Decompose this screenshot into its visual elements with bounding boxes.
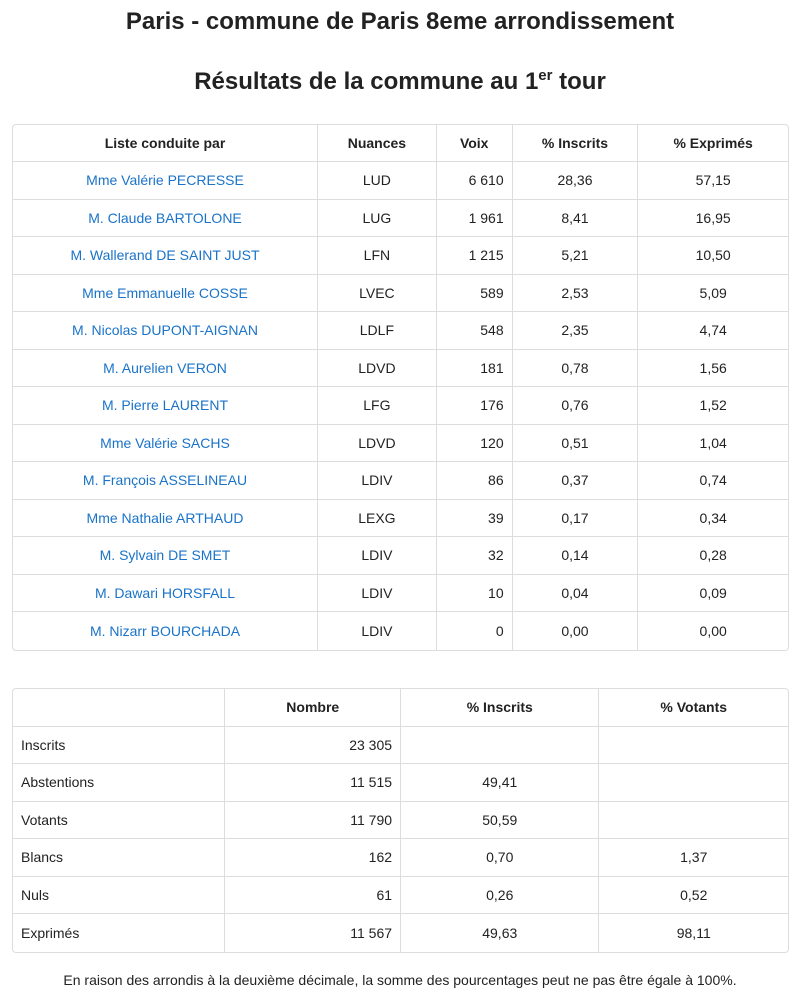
summary-pct-inscrits: [401, 727, 599, 765]
summary-row: [13, 802, 788, 840]
pct-inscrits-cell: 0,04: [513, 575, 639, 613]
results-row: [13, 575, 788, 613]
summary-pct-inscrits: 50,59: [401, 802, 599, 840]
voix-cell: 176: [437, 387, 513, 425]
summary-pct-votants: 98,11: [676, 924, 711, 941]
candidate-link[interactable]: M. François ASSELINEAU: [13, 462, 318, 500]
candidate-link[interactable]: Mme Emmanuelle COSSE: [13, 275, 318, 313]
candidate-link[interactable]: Mme Valérie SACHS: [13, 425, 318, 463]
voix-cell: 589: [437, 275, 513, 313]
pct-exprimes-cell: 5,09: [638, 275, 788, 313]
summary-label: Inscrits: [13, 727, 225, 765]
pct-inscrits-cell: 0,17: [513, 500, 639, 538]
nuance-cell: LVEC: [318, 275, 437, 313]
nuance-cell: LDIV: [318, 537, 437, 575]
results-row: [13, 425, 788, 463]
header-nuances: Nuances: [318, 125, 437, 162]
nuance-cell: LFG: [318, 387, 437, 425]
candidate-link[interactable]: M. Claude BARTOLONE: [13, 200, 318, 238]
summary-pct-votants: [599, 764, 788, 802]
summary-label: Votants: [13, 802, 225, 840]
results-row: [13, 237, 788, 275]
nuance-cell: LDIV: [318, 462, 437, 500]
results-row: [13, 612, 788, 650]
results-row: [13, 462, 788, 500]
results-row: [13, 312, 788, 350]
summary-row: [13, 839, 788, 877]
summary-header-empty: [13, 689, 225, 727]
summary-pct-inscrits: 49,41: [401, 764, 599, 802]
summary-row: [13, 914, 788, 952]
summary-pct-inscrits: 0,70: [401, 839, 599, 877]
voix-cell: 120: [437, 425, 513, 463]
nuance-cell: LDVD: [318, 350, 437, 388]
pct-inscrits-cell: 5,21: [513, 237, 639, 275]
pct-inscrits-cell: 0,78: [513, 350, 639, 388]
summary-row: [13, 877, 788, 915]
summary-pct-votants: 1,37: [599, 839, 788, 877]
voix-cell: 86: [437, 462, 513, 500]
pct-exprimes-cell: 0,00: [699, 622, 727, 639]
candidate-link[interactable]: M. Nicolas DUPONT-AIGNAN: [13, 312, 318, 350]
summary-nombre: 11 567: [225, 914, 401, 952]
results-row: [13, 200, 788, 238]
summary-label: Nuls: [13, 877, 225, 915]
pct-inscrits-cell: 0,51: [513, 425, 639, 463]
candidate-link[interactable]: Mme Valérie PECRESSE: [13, 162, 318, 200]
summary-header-pct-inscrits: % Inscrits: [401, 689, 599, 727]
results-row: [13, 350, 788, 388]
candidate-link[interactable]: M. Dawari HORSFALL: [13, 575, 318, 613]
results-row: [13, 500, 788, 538]
candidate-link[interactable]: M. Aurelien VERON: [13, 350, 318, 388]
summary-label: Abstentions: [13, 764, 225, 802]
pct-inscrits-cell: 28,36: [513, 162, 639, 200]
voix-cell: 6 610: [437, 162, 513, 200]
header-voix: Voix: [437, 125, 513, 162]
nuance-cell: LDLF: [318, 312, 437, 350]
summary-label: Blancs: [13, 839, 225, 877]
subtitle-superscript: er: [538, 67, 553, 84]
summary-pct-inscrits: 0,26: [401, 877, 599, 915]
candidate-link[interactable]: M. Nizarr BOURCHADA: [13, 612, 318, 650]
voix-cell: 32: [437, 537, 513, 575]
results-row: [13, 162, 788, 200]
nuance-cell: LFN: [318, 237, 437, 275]
summary-row: [13, 727, 788, 765]
summary-nombre: 11 515: [225, 764, 401, 802]
nuance-cell: LDIV: [318, 575, 437, 613]
summary-label: Exprimés: [13, 914, 225, 952]
pct-exprimes-cell: 0,34: [638, 500, 788, 538]
voix-cell: 0: [437, 612, 513, 650]
voix-cell: 10: [437, 575, 513, 613]
summary-pct-votants: 0,52: [599, 877, 788, 915]
pct-inscrits-cell: 0,37: [513, 462, 639, 500]
pct-exprimes-cell: 57,15: [638, 162, 788, 200]
summary-row: [13, 764, 788, 802]
results-table: [12, 124, 789, 651]
nuance-cell: LDVD: [318, 425, 437, 463]
voix-cell: 548: [437, 312, 513, 350]
nuance-cell: LUG: [318, 200, 437, 238]
summary-header-pct-votants: % Votants: [599, 689, 788, 727]
summary-pct-inscrits: 49,63: [401, 914, 599, 952]
results-row: [13, 387, 788, 425]
pct-inscrits-cell: 0,76: [513, 387, 639, 425]
summary-nombre: 23 305: [225, 727, 401, 765]
pct-exprimes-cell: 0,74: [638, 462, 788, 500]
results-subtitle: [0, 68, 800, 96]
pct-inscrits-cell: 2,53: [513, 275, 639, 313]
pct-inscrits-cell: 0,14: [513, 537, 639, 575]
nuance-cell: LDIV: [318, 612, 437, 650]
summary-header-row: [13, 689, 788, 727]
page-title: Paris - commune de Paris 8eme arrondissement: [125, 8, 675, 35]
pct-exprimes-cell: 1,56: [638, 350, 788, 388]
candidate-link[interactable]: Mme Nathalie ARTHAUD: [13, 500, 318, 538]
pct-exprimes-cell: 1,04: [638, 425, 788, 463]
pct-exprimes-cell: 1,52: [638, 387, 788, 425]
pct-inscrits-cell: 2,35: [513, 312, 639, 350]
nuance-cell: LUD: [318, 162, 437, 200]
candidate-link[interactable]: M. Pierre LAURENT: [13, 387, 318, 425]
summary-pct-votants: [599, 727, 788, 765]
summary-nombre: 11 790: [225, 802, 401, 840]
summary-table: [12, 688, 789, 953]
pct-inscrits-cell: 8,41: [513, 200, 639, 238]
summary-nombre: 61: [225, 877, 401, 915]
results-row: [13, 275, 788, 313]
voix-cell: 1 215: [437, 237, 513, 275]
pct-exprimes-cell: 10,50: [638, 237, 788, 275]
voix-cell: 181: [437, 350, 513, 388]
nuance-cell: LEXG: [318, 500, 437, 538]
candidate-link[interactable]: M. Wallerand DE SAINT JUST: [13, 237, 318, 275]
candidate-link[interactable]: M. Sylvain DE SMET: [13, 537, 318, 575]
pct-inscrits-cell: 0,00: [513, 612, 639, 650]
voix-cell: 1 961: [437, 200, 513, 238]
header-liste: Liste conduite par: [13, 125, 318, 162]
summary-pct-votants: [599, 802, 788, 840]
pct-exprimes-cell: 16,95: [638, 200, 788, 238]
pct-exprimes-cell: 0,28: [638, 537, 788, 575]
pct-exprimes-cell: 0,09: [638, 575, 788, 613]
voix-cell: 39: [437, 500, 513, 538]
summary-nombre: 162: [225, 839, 401, 877]
results-row: [13, 537, 788, 575]
subtitle-tail: tour: [552, 68, 606, 95]
pct-exprimes-cell: 4,74: [638, 312, 788, 350]
summary-header-nombre: Nombre: [225, 689, 401, 727]
subtitle-main: Résultats de la commune au 1: [194, 68, 539, 95]
results-header-row: [13, 125, 788, 162]
header-pct-exprimes: % Exprimés: [638, 125, 788, 162]
header-pct-inscrits: % Inscrits: [513, 125, 639, 162]
rounding-note: En raison des arrondis à la deuxième décimale, la somme des pourcentages peut ne pas être égale à 100%.: [63, 972, 737, 988]
